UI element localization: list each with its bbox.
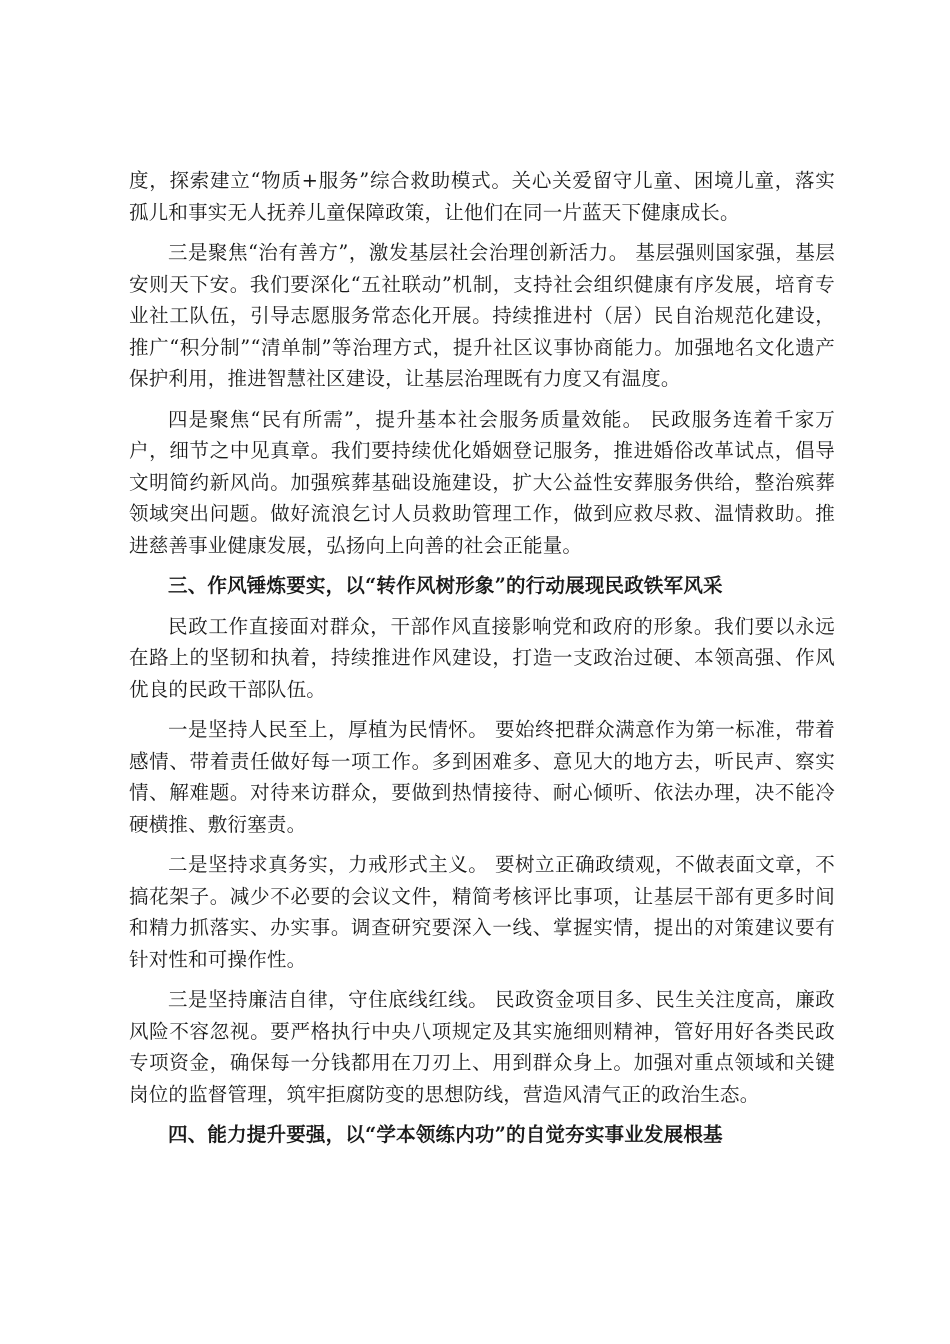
paragraph-pragmatism: 二是坚持求真务实，力戒形式主义。 要树立正确政绩观，不做表面文章，不搞花架子。减少不必要的会议文件，精简考核评比事项，让基层干部有更多时间和精力抓落实、办实事。调查研究要深入一线、掌握实情，提出的对策建议要有针对性和可操作性。: [129, 853, 835, 971]
paragraph-social-services: 四是聚焦“民有所需”，提升基本社会服务质量效能。 民政服务连着千家万户，细节之中见真章。我们要持续优化婚姻登记服务，推进婚俗改革试点，倡导文明简约新风尚。加强殡葬基础设施建设，扩大公益性安葬服务供给，整治殡葬领域突出问题。做好流浪乞讨人员救助管理工作，做到应救尽救、温情救助。推进慈善事业健康发展，弘扬向上向善的社会正能量。: [129, 407, 835, 557]
section-heading-3: 三、作风锤炼要实，以“转作风树形象”的行动展现民政铁军风采: [168, 574, 723, 597]
paragraph-integrity: 三是坚持廉洁自律，守住底线红线。 民政资金项目多、民生关注度高，廉政风险不容忽视。要严格执行中央八项规定及其实施细则精神，管好用好各类民政专项资金，确保每一分钱都用在刀刃上、用到群众身上。加强对重点领域和关键岗位的监督管理，筑牢拒腐防变的思想防线，营造风清气正的政治生态。: [129, 988, 835, 1106]
paragraph-continuation: 度，探索建立“物质+服务”综合救助模式。关心关爱留守儿童、困境儿童，落实孤儿和事实无人抚养儿童保障政策，让他们在同一片蓝天下健康成长。: [129, 169, 835, 224]
paragraph-style-intro: 民政工作直接面对群众，干部作风直接影响党和政府的形象。我们要以永远在路上的坚韧和执着，持续推进作风建设，打造一支政治过硬、本领高强、作风优良的民政干部队伍。: [129, 614, 835, 701]
paragraph-people-first: 一是坚持人民至上，厚植为民情怀。 要始终把群众满意作为第一标准，带着感情、带着责任做好每一项工作。多到困难多、意见大的地方去，听民声、察实情、解难题。对待来访群众，要做到热情接待、耐心倾听、依法办理，决不能冷硬横推、敷衍塞责。: [129, 718, 835, 836]
paragraph-governance: 三是聚焦“治有善方”，激发基层社会治理创新活力。 基层强则国家强，基层安则天下安。我们要深化“五社联动”机制，支持社会组织健康有序发展，培育专业社工队伍，引导志愿服务常态化开展。持续推进村（居）民自治规范化建设，推广“积分制”“清单制”等治理方式，提升社区议事协商能力。加强地名文化遗产保护利用，推进智慧社区建设，让基层治理既有力度又有温度。: [129, 241, 835, 390]
document-page: [129, 165, 835, 1160]
section-heading-4: 四、能力提升要强，以“学本领练内功”的自觉夯实事业发展根基: [168, 1123, 723, 1146]
